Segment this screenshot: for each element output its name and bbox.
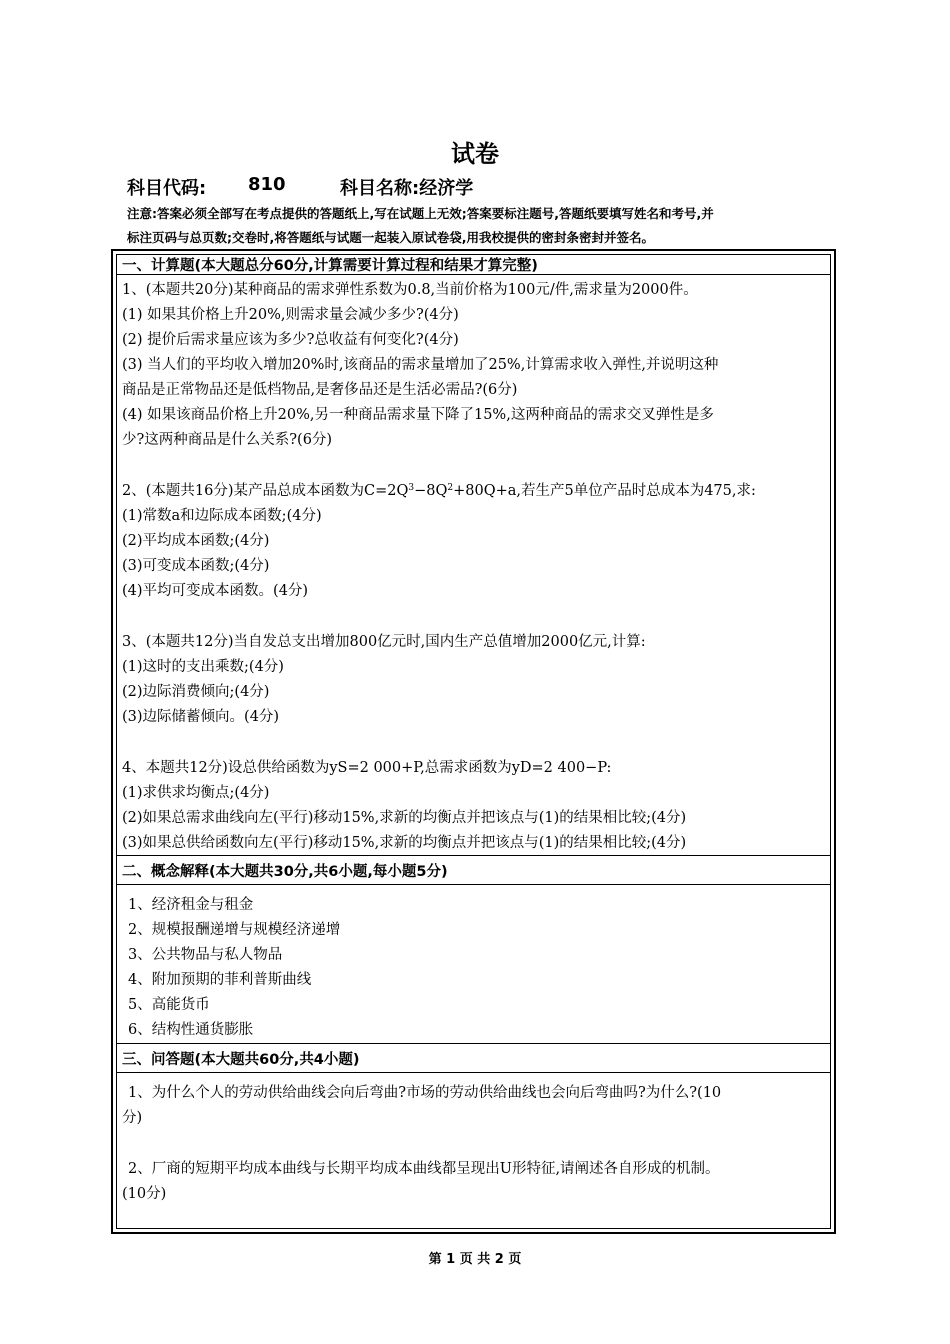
q2-part-2: (2)平均成本函数;(4分) [122,533,270,549]
section-divider [117,855,830,856]
concept-item: 2、规模报酬递增与规模经济递增 [128,922,341,938]
q1-part-3b: 商品是正常物品还是低档物品,是奢侈品还是生活必需品?(6分) [122,382,518,398]
notice-label: 注意: [127,206,157,221]
concept-item: 3、公共物品与私人物品 [128,947,283,963]
notice-line-1: 注意:答案必须全部写在考点提供的答题纸上,写在试题上无效;答案要标注题号,答题纸要填写姓名和考号,并 [127,206,714,221]
section-divider [117,1072,830,1073]
concept-item: 4、附加预期的菲利普斯曲线 [128,972,312,988]
q2-stem: 2、(本题共16分)某产品总成本函数为$C=2Q^3-8Q^2+80Q+a$,若生产5单位产品时总成本为475,求: [122,483,756,499]
q2-part-1: (1)常数a和边际成本函数;(4分) [122,508,322,524]
q3-part-2: (2)边际消费倾向;(4分) [122,684,270,700]
q2-part-4: (4)平均可变成本函数。(4分) [122,583,309,599]
essay-q2b: (10分) [122,1186,167,1202]
essay-q1b: 分) [122,1110,143,1126]
essay-q1a: 1、为什么个人的劳动供给曲线会向后弯曲?市场的劳动供给曲线也会向后弯曲吗?为什么?(10 [128,1085,722,1101]
subject-info [127,174,827,200]
subject-code-value: 810 [248,174,286,195]
concept-item: 5、高能货币 [128,997,210,1013]
section-divider [117,884,830,885]
concept-item: 6、结构性通货膨胀 [128,1022,254,1038]
section-1-heading: 一、计算题(本大题总分60分,计算需要计算过程和结果才算完整) [122,258,538,274]
q4-part-2: (2)如果总需求曲线向左(平行)移动15%,求新的均衡点并把该点与(1)的结果相比较;(4分) [122,810,687,826]
q1-part-4b: 少?这两种商品是什么关系?(6分) [122,432,333,448]
q1-part-2: (2) 提价后需求量应该为多少?总收益有何变化?(4分) [122,332,459,348]
q4-part-1: (1)求供求均衡点;(4分) [122,785,270,801]
page-title: 试卷 [451,140,499,168]
q2-part-3: (3)可变成本函数;(4分) [122,558,270,574]
notice [127,202,833,250]
q1-part-4a: (4) 如果该商品价格上升20%,另一种商品需求量下降了15%,这两种商品的需求交叉弹性是多 [122,407,714,423]
q4-stem: 4、本题共12分)设总供给函数为yS=2 000+P,总需求函数为yD=2 400−P: [122,760,612,776]
section-2-heading: 二、概念解释(本大题共30分,共6小题,每小题5分) [122,864,448,880]
subject-name: 科目名称:经济学 [340,178,474,199]
q3-part-1: (1)这时的支出乘数;(4分) [122,659,284,675]
section-divider [117,1043,830,1044]
exponent: 3 [408,483,415,493]
section-divider [117,274,830,275]
notice-line-2: 标注页码与总页数;交卷时,将答题纸与试题一起装入原试卷袋,用我校提供的密封条密封并签名。 [127,230,654,245]
essay-q2a: 2、厂商的短期平均成本曲线与长期平均成本曲线都呈现出U形特征,请阐述各自形成的机制。 [128,1161,720,1177]
q3-part-3: (3)边际储蓄倾向。(4分) [122,709,280,725]
q4-part-3: (3)如果总供给函数向左(平行)移动15%,求新的均衡点并把该点与(1)的结果相比较;(4分) [122,835,687,851]
q1-stem: 1、(本题共20分)某种商品的需求弹性系数为0.8,当前价格为100元/件,需求量为2000件。 [122,282,698,298]
q3-stem: 3、(本题共12分)当自发总支出增加800亿元时,国内生产总值增加2000亿元,计算: [122,634,646,650]
q1-part-1: (1) 如果其价格上升20%,则需求量会减少多少?(4分) [122,307,459,323]
subject-code-label: 科目代码: [127,178,207,199]
section-3-heading: 三、问答题(本大题共60分,共4小题) [122,1052,360,1068]
concept-item: 1、经济租金与租金 [128,897,254,913]
page-footer: 第 1 页 共 2 页 [428,1252,522,1267]
exponent: 2 [447,483,454,493]
q1-part-3a: (3) 当人们的平均收入增加20%时,该商品的需求量增加了25%,计算需求收入弹性,并说明这种 [122,357,719,373]
